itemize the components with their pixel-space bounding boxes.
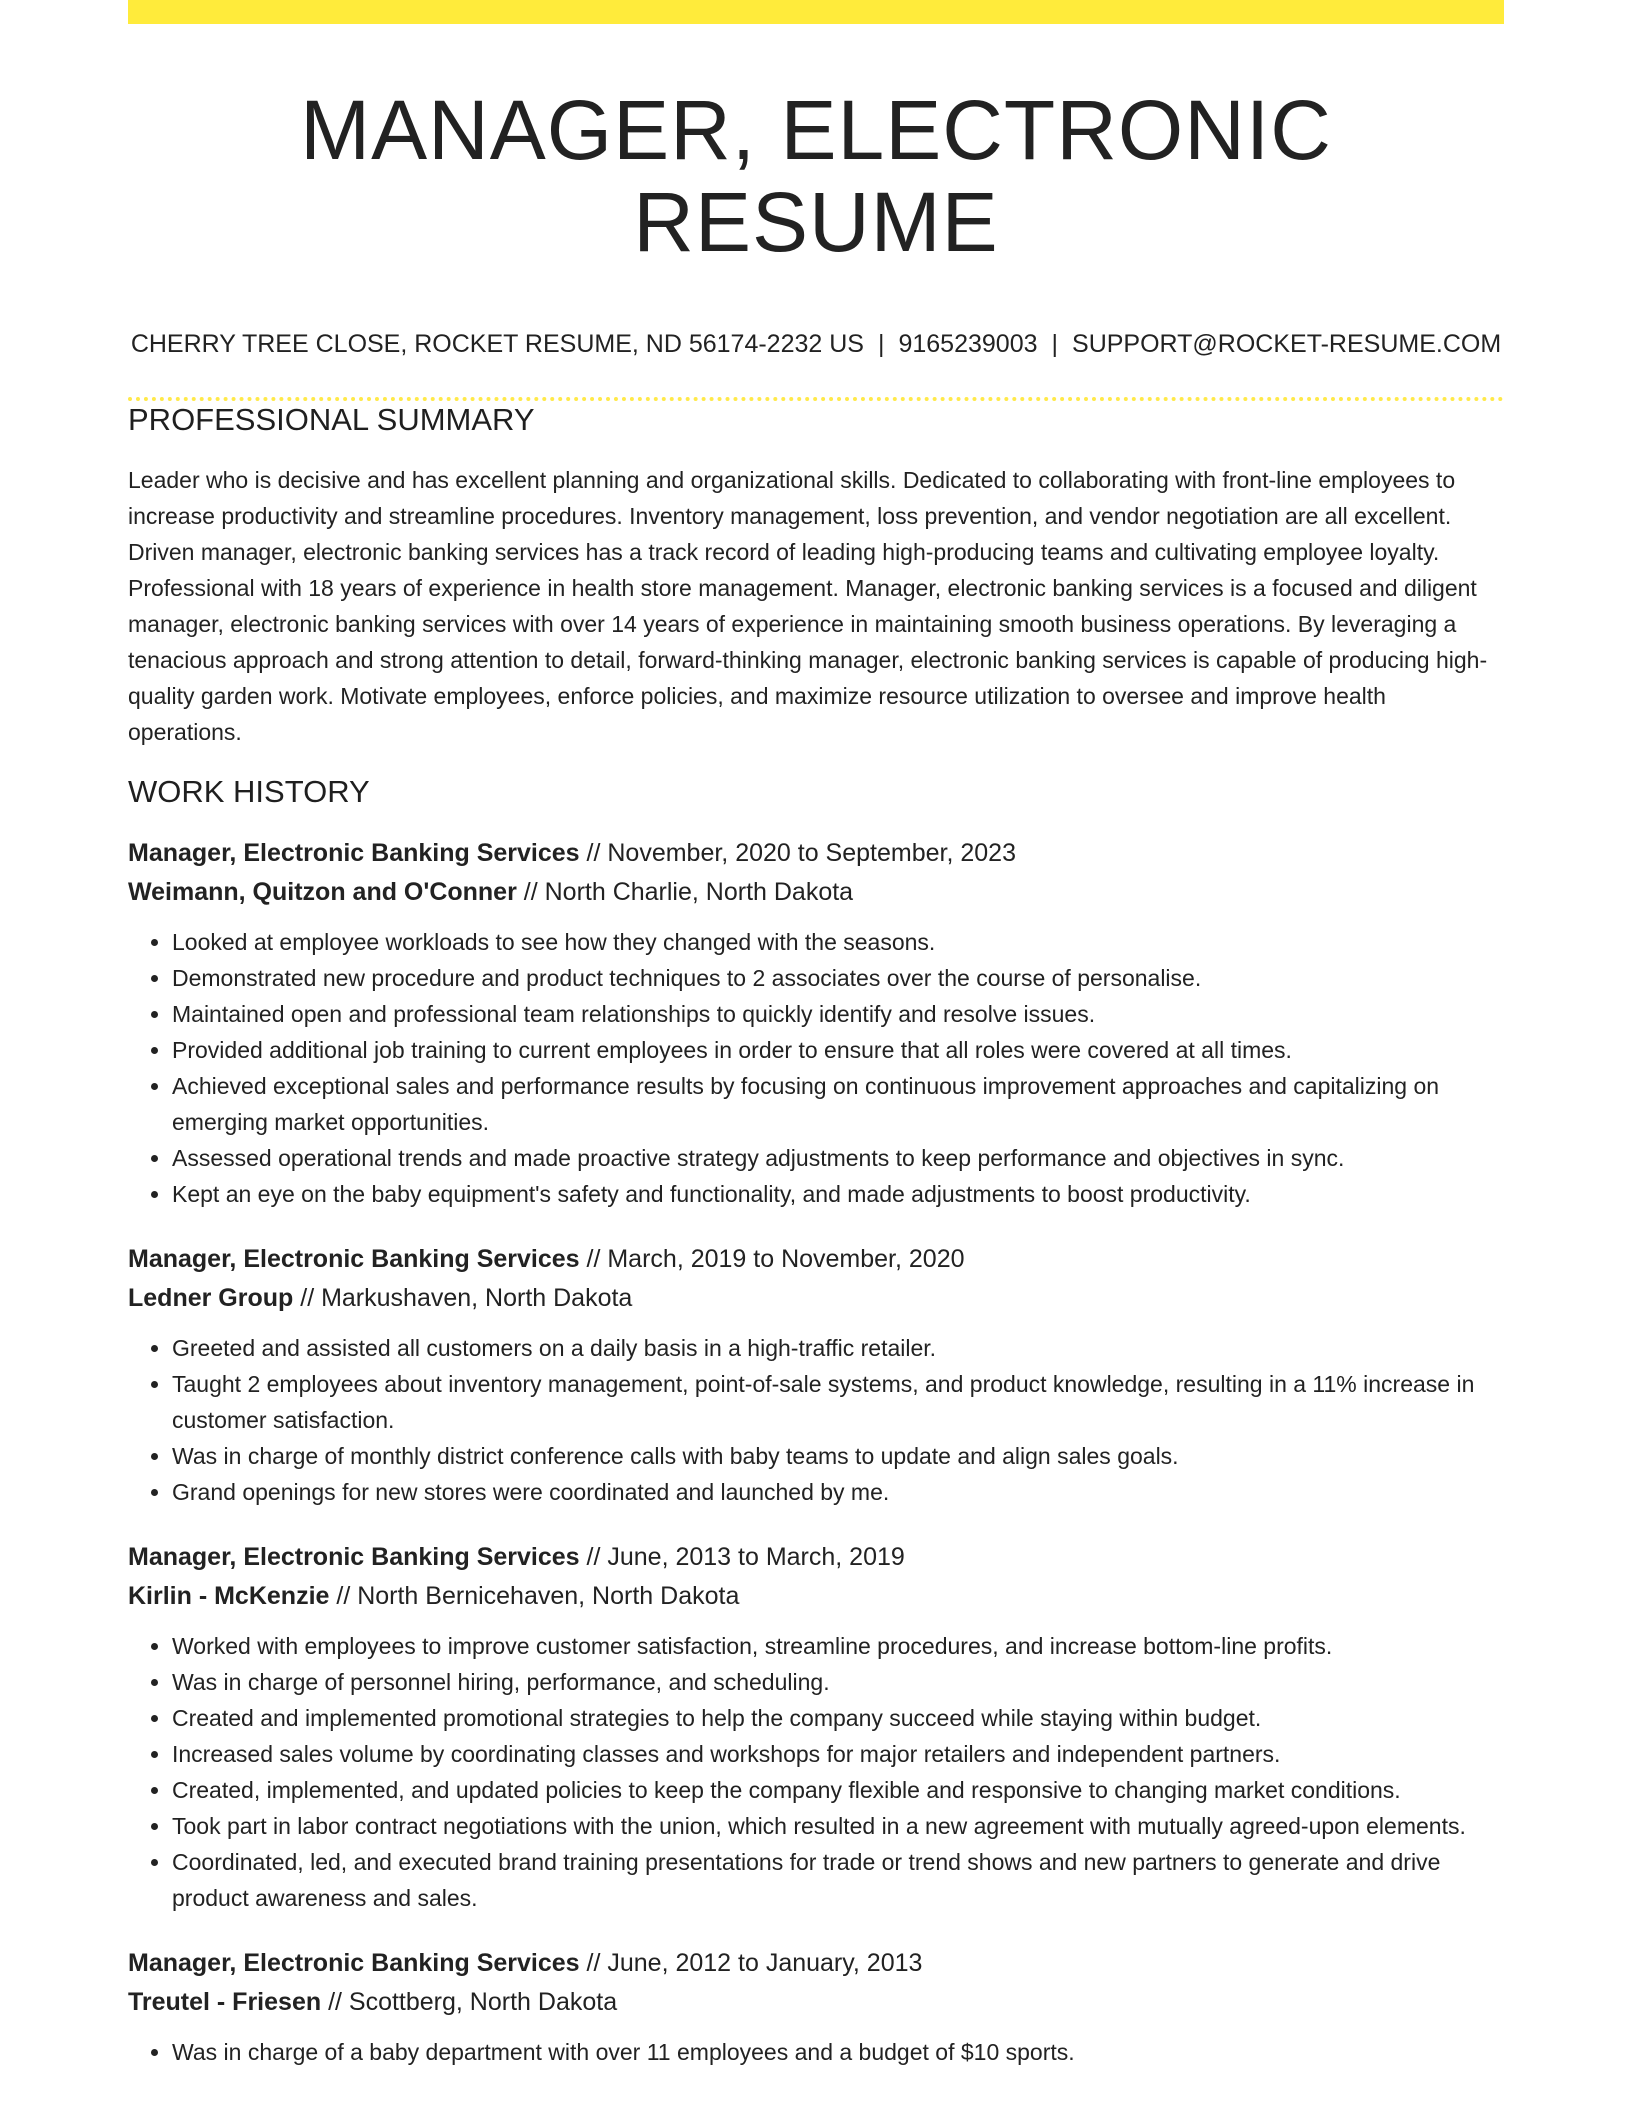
- duty-item: • Maintained open and professional team relationships to quickly identify and resolve issues.: [172, 996, 1504, 1032]
- job-location: // North Charlie, North Dakota: [516, 878, 854, 907]
- job-duties: [128, 1628, 1504, 1916]
- duty-item: • Taught 2 employees about inventory management, point-of-sale systems, and product knowledge, resulting in a 11% increase in customer satisfaction.: [172, 1366, 1504, 1438]
- contact-address: CHERRY TREE CLOSE, ROCKET RESUME, ND 56174-2232 US: [130, 329, 864, 358]
- job-entry: [128, 1240, 1504, 1510]
- job-company: Weimann, Quitzon and O'Conner: [128, 878, 517, 907]
- contact-separator: |: [1051, 329, 1059, 358]
- job-role-line: [128, 1538, 1504, 1577]
- job-duties: [128, 2034, 1504, 2070]
- duty-item: • Provided additional job training to current employees in order to ensure that all roles were covered at all times.: [172, 1032, 1504, 1068]
- duty-item: • Looked at employee workloads to see how they changed with the seasons.: [172, 924, 1504, 960]
- summary-text: Leader who is decisive and has excellent planning and organizational skills. Dedicated to collaborating with front-line employees to increase productivity and streamline procedures. Inventory management, loss prevention, and vendor negotiation are all excellent. Driven manager, electronic banking services has a track record of leading high-producing teams and cultivating employee loyalty. Professional with 18 years of experience in health store management. Manager, electronic banking services is a focused and diligent manager, electronic banking services with over 14 years of experience in maintaining smooth business operations. By leveraging a tenacious approach and strong attention to detail, forward-thinking manager, electronic banking services is capable of producing high-quality garden work. Motivate employees, enforce policies, and maximize resource utilization to oversee and improve health operations.: [128, 466, 1488, 745]
- contact-line: [128, 329, 1504, 359]
- job-company-line: [128, 1577, 1504, 1616]
- job-company-line: [128, 1983, 1504, 2022]
- duty-item: • Grand openings for new stores were coordinated and launched by me.: [172, 1474, 1504, 1510]
- contact-phone: 9165239003: [898, 329, 1038, 358]
- job-role: Manager, Electronic Banking Services: [128, 1245, 580, 1274]
- job-location: // Scottberg, North Dakota: [321, 1988, 618, 2017]
- job-dates: // June, 2013 to March, 2019: [579, 1543, 905, 1572]
- duty-item: • Took part in labor contract negotiations with the union, which resulted in a new agreement with mutually agreed-upon elements.: [172, 1808, 1504, 1844]
- duty-item: • Created, implemented, and updated policies to keep the company flexible and responsive to changing market conditions.: [172, 1772, 1504, 1808]
- duty-item: • Demonstrated new procedure and product techniques to 2 associates over the course of personalise.: [172, 960, 1504, 996]
- job-role-line: [128, 1944, 1504, 1983]
- job-company: Ledner Group: [128, 1284, 294, 1313]
- work-history-heading: WORK HISTORY: [128, 773, 370, 809]
- job-role: Manager, Electronic Banking Services: [128, 1543, 580, 1572]
- duty-item: • Kept an eye on the baby equipment's safety and functionality, and made adjustments to boost productivity.: [172, 1176, 1504, 1212]
- top-accent-bar: [128, 0, 1504, 24]
- job-company: Treutel - Friesen: [128, 1988, 322, 2017]
- job-entry: [128, 1538, 1504, 1916]
- job-entry: [128, 834, 1504, 1212]
- job-company-line: [128, 873, 1504, 912]
- job-location: // North Bernicehaven, North Dakota: [329, 1582, 740, 1611]
- job-role-line: [128, 834, 1504, 873]
- contact-email: SUPPORT@ROCKET-RESUME.COM: [1072, 329, 1502, 358]
- job-dates: // March, 2019 to November, 2020: [579, 1245, 965, 1274]
- resume-title: MANAGER, ELECTRONIC RESUME: [300, 83, 1332, 270]
- job-dates: // June, 2012 to January, 2013: [579, 1949, 923, 1978]
- job-company-line: [128, 1279, 1504, 1318]
- duty-item: • Was in charge of personnel hiring, performance, and scheduling.: [172, 1664, 1504, 1700]
- resume-page: [128, 0, 1504, 2070]
- duty-item: • Worked with employees to improve customer satisfaction, streamline procedures, and increase bottom-line profits.: [172, 1628, 1504, 1664]
- job-company: Kirlin - McKenzie: [128, 1582, 330, 1611]
- duty-item: • Was in charge of a baby department with over 11 employees and a budget of $10 sports.: [172, 2034, 1504, 2070]
- job-role: Manager, Electronic Banking Services: [128, 839, 580, 868]
- work-history-list: [128, 834, 1504, 2070]
- duty-item: • Was in charge of monthly district conference calls with baby teams to update and align sales goals.: [172, 1438, 1504, 1474]
- duty-item: • Coordinated, led, and executed brand training presentations for trade or trend shows and new partners to generate and drive product awareness and sales.: [172, 1844, 1504, 1916]
- duty-item: • Created and implemented promotional strategies to help the company succeed while staying within budget.: [172, 1700, 1504, 1736]
- job-duties: [128, 1330, 1504, 1510]
- job-entry: [128, 1944, 1504, 2070]
- duty-item: • Increased sales volume by coordinating classes and workshops for major retailers and independent partners.: [172, 1736, 1504, 1772]
- job-dates: // November, 2020 to September, 2023: [579, 839, 1016, 868]
- summary-heading: PROFESSIONAL SUMMARY: [128, 401, 535, 437]
- duty-item: • Assessed operational trends and made proactive strategy adjustments to keep performance and objectives in sync.: [172, 1140, 1504, 1176]
- job-duties: [128, 924, 1504, 1212]
- job-role: Manager, Electronic Banking Services: [128, 1949, 580, 1978]
- job-location: // Markushaven, North Dakota: [293, 1284, 633, 1313]
- contact-separator: |: [877, 329, 885, 358]
- job-role-line: [128, 1240, 1504, 1279]
- duty-item: • Achieved exceptional sales and performance results by focusing on continuous improvement approaches and capitalizing on emerging market opportunities.: [172, 1068, 1504, 1140]
- duty-item: • Greeted and assisted all customers on a daily basis in a high-traffic retailer.: [172, 1330, 1504, 1366]
